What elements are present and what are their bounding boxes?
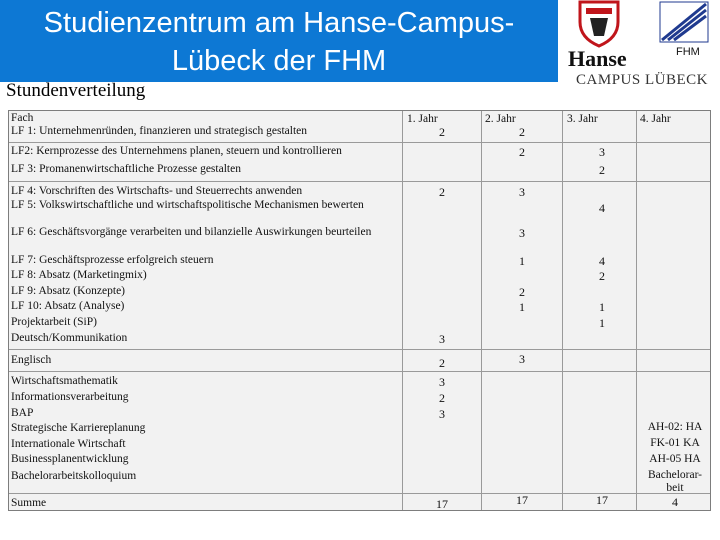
- column-divider: [636, 111, 637, 510]
- row-divider: [9, 371, 710, 372]
- cell-year2: 3: [519, 226, 525, 240]
- cell-year2: 3: [519, 185, 525, 199]
- row-label: LF2: Kernprozesse des Unternehmens planen, steuern und kontrollieren: [11, 145, 342, 157]
- year-header-2: 2. Jahr: [485, 113, 516, 125]
- row-label: Internationale Wirtschaft: [11, 438, 126, 450]
- cell-year1: 3: [439, 332, 445, 346]
- year-header-4: 4. Jahr: [640, 113, 671, 125]
- cell-year2: 2: [519, 145, 525, 159]
- row-label: LF 5: Volkswirtschaftliche und wirtschaftspolitische Mechanismen bewerten: [11, 199, 364, 211]
- page-subtitle: Stundenverteilung: [6, 80, 146, 101]
- cell-year4: AH-02: HA: [647, 421, 703, 433]
- row-label: Wirtschaftsmathematik: [11, 375, 118, 387]
- row-label: LF 6: Geschäftsvorgänge verarbeiten und bilanzielle Auswirkungen beurteilen: [11, 226, 372, 238]
- year-header-3: 3. Jahr: [567, 113, 598, 125]
- row-label: Projektarbeit (SiP): [11, 316, 97, 328]
- cell-year2: 2: [519, 285, 525, 299]
- cell-year1: 3: [439, 407, 445, 421]
- cell-year3: 1: [599, 300, 605, 314]
- fach-header: Fach: [11, 112, 34, 124]
- title-banner: [0, 0, 558, 82]
- cell-year2: 3: [519, 352, 525, 366]
- cell-year4: AH-05 HA: [649, 453, 701, 465]
- row-label: Englisch: [11, 354, 52, 366]
- row-label: Informationsverarbeitung: [11, 391, 129, 403]
- cell-year1: 2: [439, 185, 445, 199]
- cell-year3: 2: [599, 163, 605, 177]
- fhm-text: FHM: [676, 46, 700, 58]
- sum-label: Summe: [11, 497, 47, 509]
- year-header-1: 1. Jahr: [407, 113, 438, 125]
- cell-year4: Bachelorar-beit: [647, 469, 703, 495]
- cell-year3: 2: [599, 269, 605, 283]
- row-label: LF 9: Absatz (Konzepte): [11, 285, 126, 297]
- cell-year1: 2: [439, 356, 445, 370]
- cell-year2: 1: [519, 300, 525, 314]
- column-divider: [402, 111, 403, 510]
- row-label: LF 1: Unternehmenründen, finanzieren und strategisch gestalten: [11, 125, 308, 137]
- row-label: LF 8: Absatz (Marketingmix): [11, 269, 147, 281]
- row-divider: [9, 181, 710, 182]
- column-divider: [562, 111, 563, 510]
- row-divider: [9, 349, 710, 350]
- sum-year1: 17: [436, 497, 448, 511]
- row-label: BAP: [11, 407, 34, 419]
- cell-year3: 4: [599, 201, 605, 215]
- title-line-2: Lübeck der FHM: [171, 45, 387, 77]
- cell-year1: 2: [439, 391, 445, 405]
- cell-year1: 2: [439, 125, 445, 139]
- row-label: Bachelorarbeitskolloquium: [11, 470, 137, 482]
- sum-year4: 4: [672, 495, 678, 509]
- row-label: Businessplanentwicklung: [11, 453, 129, 465]
- campus-luebeck-text: CAMPUS LÜBECK: [576, 72, 708, 88]
- sum-year2: 17: [516, 493, 528, 507]
- row-label: LF 10: Absatz (Analyse): [11, 300, 125, 312]
- column-divider: [481, 111, 482, 510]
- row-label: Strategische Karriereplanung: [11, 422, 146, 434]
- row-label: LF 3: Promanenwirtschaftliche Prozesse gestalten: [11, 163, 241, 175]
- cell-year1: 3: [439, 375, 445, 389]
- row-label: LF 4: Vorschriften des Wirtschafts- und Steuerrechts anwenden: [11, 185, 303, 197]
- title-line-1: Studienzentrum am Hanse-Campus-: [43, 7, 515, 39]
- row-divider: [9, 142, 710, 143]
- cell-year3: 3: [599, 145, 605, 159]
- campus-logo: [560, 0, 720, 92]
- row-label: LF 7: Geschäftsprozesse erfolgreich steuern: [11, 254, 214, 266]
- row-label: Deutsch/Kommunikation: [11, 332, 128, 344]
- cell-year2: 1: [519, 254, 525, 268]
- cell-year2: 2: [519, 125, 525, 139]
- cell-year4: FK-01 KA: [650, 437, 700, 449]
- hanse-text: Hanse: [568, 46, 627, 71]
- cell-year3: 4: [599, 254, 605, 268]
- cell-year3: 1: [599, 316, 605, 330]
- stundenverteilung-table: [8, 110, 711, 511]
- sum-year3: 17: [596, 493, 608, 507]
